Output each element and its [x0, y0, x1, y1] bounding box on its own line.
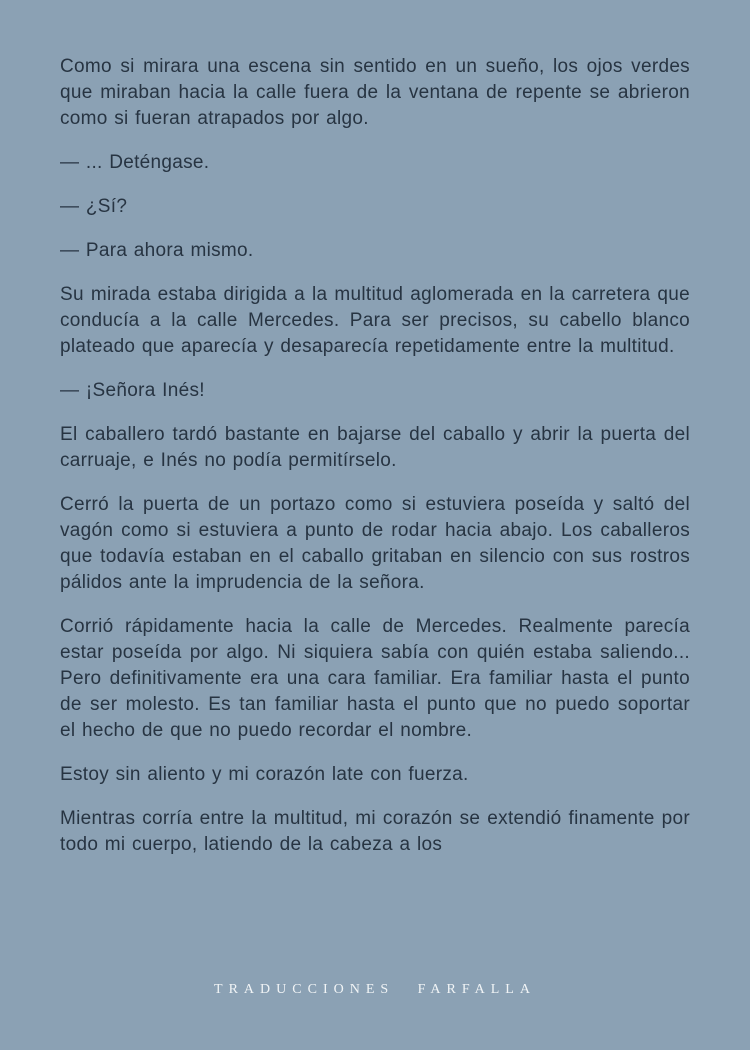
- paragraph: El caballero tardó bastante en bajarse del caballo y abrir la puerta del carruaje, e Inés no podía permitírselo.: [60, 424, 690, 471]
- translator-credit: TRADUCCIONES FARFALLA: [214, 982, 536, 997]
- dialogue-line: — ... Deténgase.: [60, 152, 210, 173]
- paragraph: Su mirada estaba dirigida a la multitud aglomerada en la carretera que conducía a la calle Mercedes. Para ser precisos, su cabello blanco plateado que aparecía y desaparecía repetidamente entre la multitud.: [60, 284, 690, 357]
- dialogue-line: — Para ahora mismo.: [60, 240, 254, 261]
- paragraph: Estoy sin aliento y mi corazón late con fuerza.: [60, 764, 469, 785]
- dialogue-line: — ¡Señora Inés!: [60, 380, 205, 401]
- paragraph: Cerró la puerta de un portazo como si estuviera poseída y saltó del vagón como si estuviera a punto de rodar hacia abajo. Los caballeros que todavía estaban en el caballo gritaban en silencio con sus rostros pálidos ante la imprudencia de la señora.: [60, 494, 690, 593]
- dialogue-line: — ¿Sí?: [60, 196, 128, 217]
- paragraph: Corrió rápidamente hacia la calle de Mercedes. Realmente parecía estar poseída por algo. Ni siquiera sabía con quién estaba saliendo... Pero definitivamente era una cara familiar. Era familiar hasta el punto de ser molesto. Es tan familiar hasta el punto que no puedo soportar el hecho de que no puedo recordar el nombre.: [60, 616, 690, 741]
- paragraph: Como si mirara una escena sin sentido en un sueño, los ojos verdes que miraban hacia la calle fuera de la ventana de repente se abrieron como si fueran atrapados por algo.: [60, 56, 690, 129]
- paragraph: Mientras corría entre la multitud, mi corazón se extendió finamente por todo mi cuerpo, latiendo de la cabeza a los: [60, 808, 690, 855]
